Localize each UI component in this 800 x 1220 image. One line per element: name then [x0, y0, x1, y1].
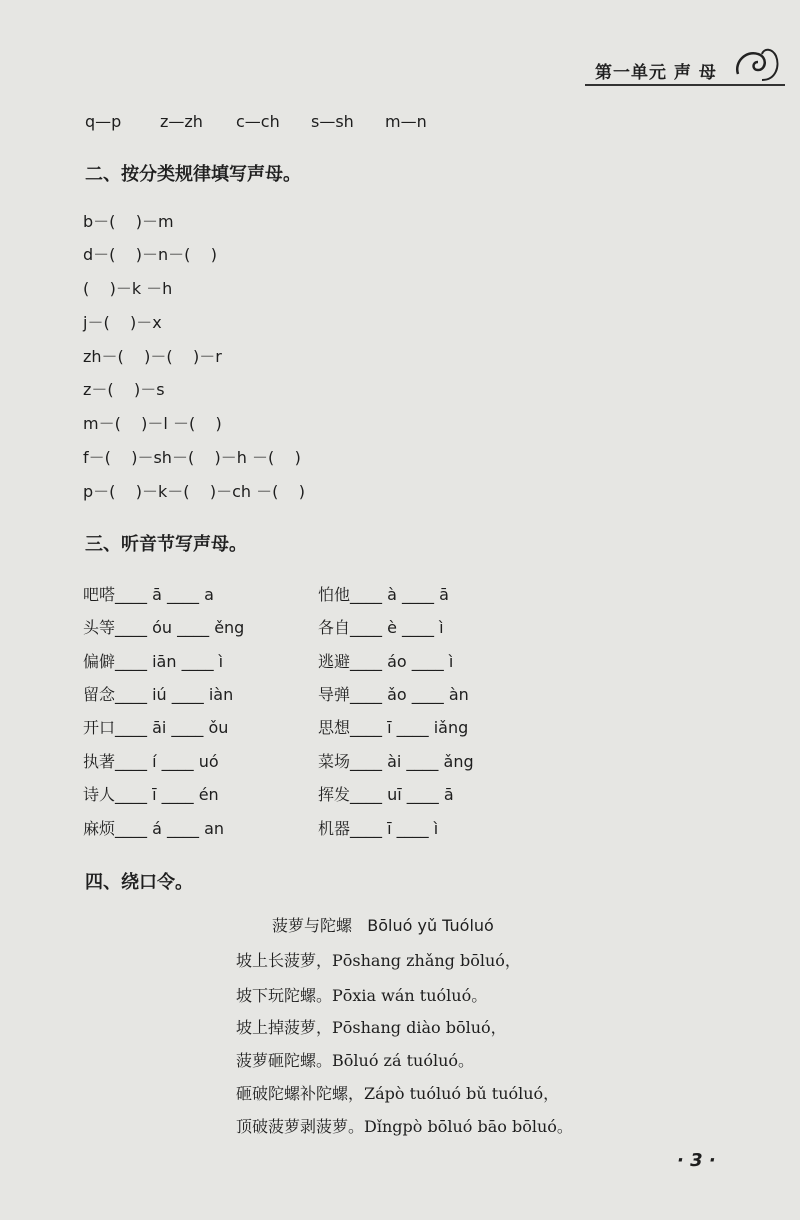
syllable-item: 偏僻____ iān ____ ì — [83, 652, 224, 671]
scroll-ornament-icon — [732, 44, 784, 88]
syllable-item: 各自____ è ____ ì — [318, 618, 444, 637]
poem-line: 菠萝砸陀螺。Bōluó zá tuóluó。 — [236, 1051, 475, 1070]
fill-row: b－( )－m — [83, 212, 174, 231]
section-heading: 三、听音节写声母。 — [85, 534, 247, 555]
page-number: · 3 · — [677, 1150, 716, 1171]
syllable-item: 吧嗒____ ā ____ a — [83, 585, 214, 604]
pair-item: q—p — [85, 112, 122, 131]
poem-line: 顶破菠萝剥菠萝。Dǐngpò bōluó bāo bōluó。 — [236, 1117, 573, 1136]
syllable-item: 麻烦____ á ____ an — [83, 819, 225, 838]
syllable-item: 留念____ iú ____ iàn — [83, 685, 234, 704]
poem-line: 坡下玩陀螺。Pōxia wán tuóluó。 — [236, 986, 488, 1005]
fill-row: j－( )－x — [83, 313, 162, 332]
fill-row: m－( )－l －( ) — [83, 414, 222, 433]
syllable-item: 机器____ ī ____ ì — [318, 819, 439, 838]
syllable-item: 头等____ óu ____ ěng — [83, 618, 245, 637]
syllable-item: 逃避____ áo ____ ì — [318, 652, 454, 671]
section-heading: 二、按分类规律填写声母。 — [85, 164, 301, 185]
fill-row: f－( )－sh－( )－h －( ) — [83, 448, 301, 467]
syllable-item: 思想____ ī ____ iǎng — [318, 718, 469, 737]
unit-header: 第一单元 声 母 — [595, 63, 717, 83]
syllable-item: 开口____ āi ____ ǒu — [83, 718, 229, 737]
poem-title: 菠萝与陀螺 Bōluó yǔ Tuóluó — [272, 916, 494, 935]
poem-line: 砸破陀螺补陀螺，Zápò tuóluó bǔ tuóluó， — [236, 1084, 560, 1103]
syllable-item: 挥发____ uī ____ ā — [318, 785, 454, 804]
syllable-item: 诗人____ ī ____ én — [83, 785, 219, 804]
pair-item: c—ch — [236, 112, 280, 131]
fill-row: zh－( )－( )－r — [83, 347, 222, 366]
fill-row: d－( )－n－( ) — [83, 245, 217, 264]
fill-row: z－( )－s — [83, 380, 165, 399]
syllable-item: 怕他____ à ____ ā — [318, 585, 449, 604]
pair-item: z—zh — [160, 112, 203, 131]
pair-item: s—sh — [311, 112, 354, 131]
syllable-item: 执著____ í ____ uó — [83, 752, 219, 771]
fill-row: p－( )－k－( )－ch －( ) — [83, 482, 305, 501]
poem-line: 坡上掉菠萝，Pōshang diào bōluó， — [236, 1018, 507, 1037]
syllable-item: 菜场____ ài ____ ǎng — [318, 752, 474, 771]
pair-item: m—n — [385, 112, 427, 131]
section-heading: 四、绕口令。 — [85, 872, 193, 893]
syllable-item: 导弹____ ǎo ____ àn — [318, 685, 469, 704]
poem-line: 坡上长菠萝，Pōshang zhǎng bōluó， — [236, 951, 521, 970]
fill-row: ( )－k －h — [83, 279, 173, 298]
